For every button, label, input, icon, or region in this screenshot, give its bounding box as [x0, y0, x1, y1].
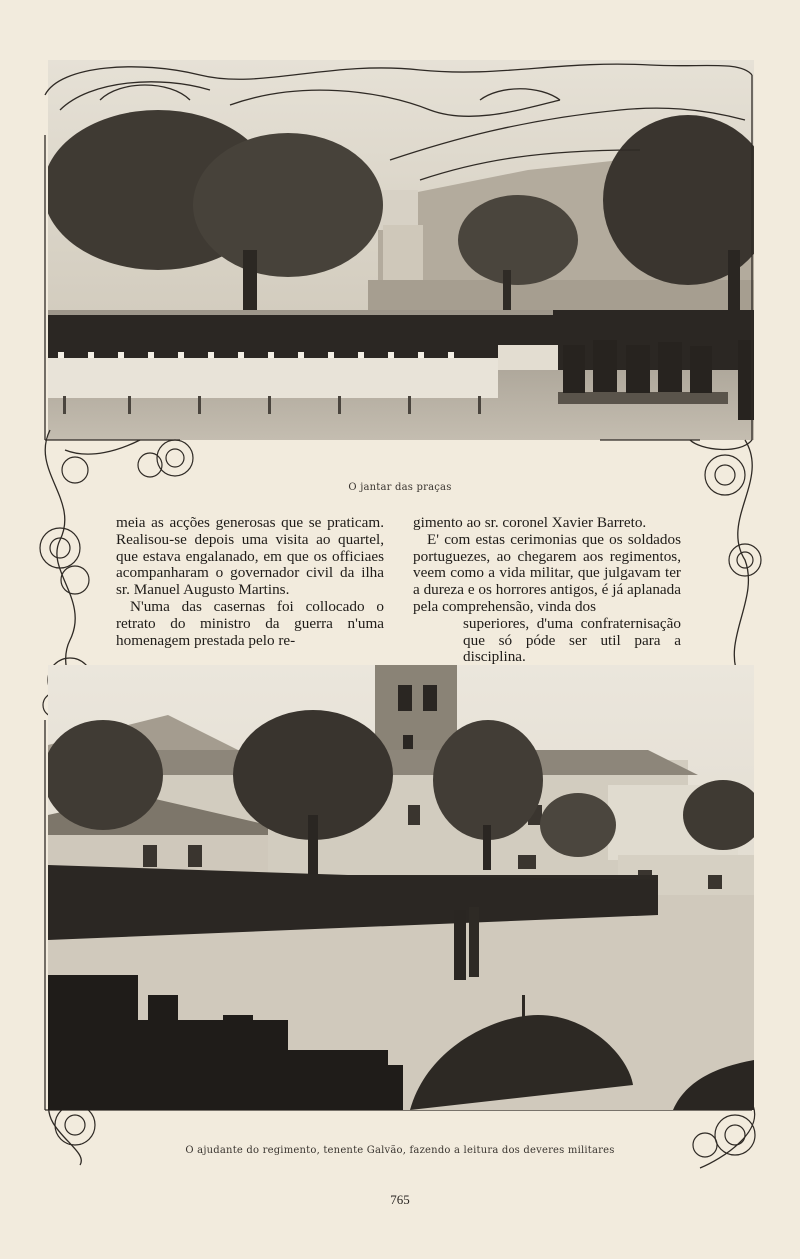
- left-paragraph-1: meia as acções generosas que se praticam. Realisou-se depois uma visita ao quartel, que estava engalanado, em que os officiaes acompanharam o governador civil da ilha sr. Manuel Augusto Martins.: [116, 514, 384, 599]
- photo-regiment-illustration: [48, 665, 754, 1110]
- right-paragraph-2a: E' com estas cerimonias que os soldados portuguezes, ao chegarem aos regimentos, veem como a vida militar, que julgavam ter a dureza e os horrores antigos, é já aplanada pela comprehensão, vinda dos: [413, 530, 681, 615]
- right-paragraph-2b: superiores, d'uma confraternisação que só póde ser util para a disciplina.: [463, 614, 681, 666]
- photo-regiment-reading: [48, 665, 754, 1110]
- page-number: 765: [390, 1192, 410, 1207]
- caption-bottom-photo: O ajudante do regimento, tenente Galvão, fazendo a leitura dos deveres militares: [185, 1145, 615, 1156]
- article-column-right: [413, 515, 681, 666]
- article-column-left: [116, 515, 384, 649]
- left-paragraph-2: N'uma das casernas foi collocado o retrato do ministro da guerra n'uma homenagem prestada pelo re-: [116, 597, 384, 649]
- right-paragraph-1: gimento ao sr. coronel Xavier Barreto.: [413, 514, 647, 531]
- photo-soldiers-dinner: [48, 60, 754, 440]
- caption-top-photo: O jantar das praças: [348, 482, 452, 493]
- photo-dinner-illustration: [48, 60, 754, 440]
